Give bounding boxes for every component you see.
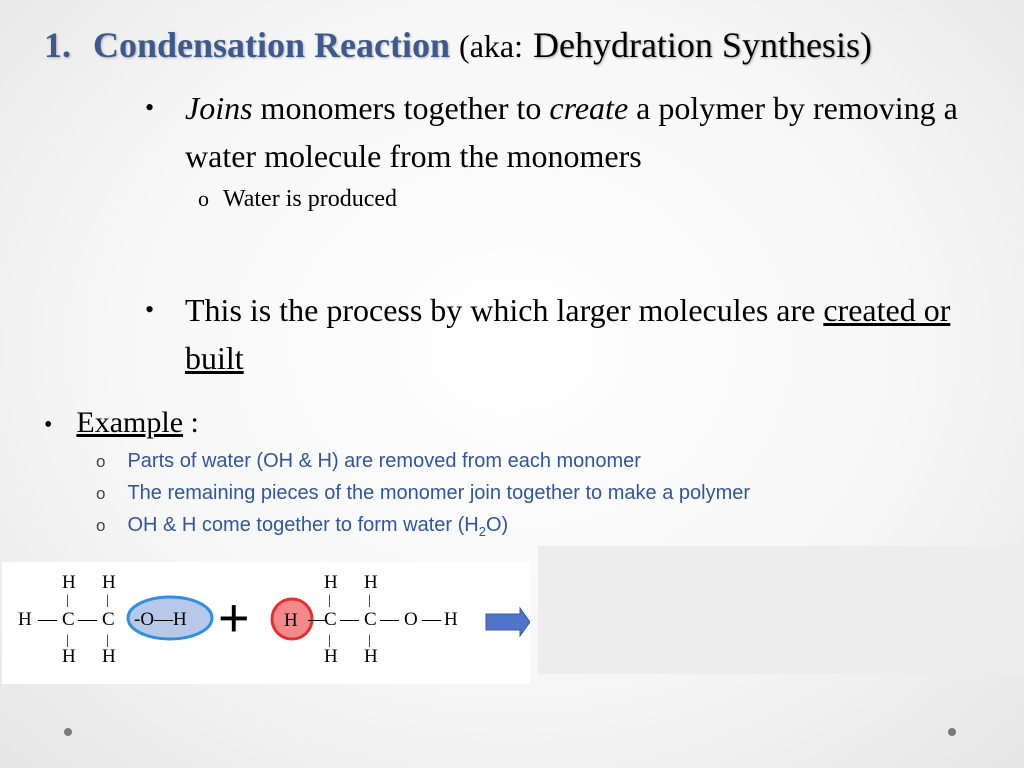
atom-h: H [364,572,378,593]
bond-v: | [368,593,371,608]
bullet1-text2: a polymer by removing a water molecule from the monomers [185,90,958,174]
monomer-2 [307,572,458,667]
image-placeholder-box [538,546,1024,674]
bond-h: — [38,609,57,630]
title-aka: (aka: [459,28,523,64]
slide-title [44,24,872,66]
create-word: create [549,90,629,126]
example-item-text: Parts of water (OH & H) are removed from each monomer [127,450,641,472]
subscript-2: 2 [478,524,486,539]
bond-v: | [106,593,109,608]
example-marker: o [96,452,106,471]
bullet1-text1: monomers together to [252,90,550,126]
oh-group: -O—H [134,609,187,630]
bullet-process [145,286,995,382]
bond-v: | [368,633,371,648]
bond-v: | [66,593,69,608]
sub-marker: o [198,186,209,211]
bond-v: | [328,593,331,608]
bullet-glyph: • [145,93,155,122]
decor-dot-left [64,728,72,736]
title-number: 1. [44,25,71,65]
bond-v: | [328,633,331,648]
atom-c: C [324,609,337,630]
example-item-text: The remaining pieces of the monomer join together to make a polymer [127,482,751,504]
example-marker: o [96,484,106,503]
example-colon: : [183,406,199,439]
bond-h: — [422,609,441,630]
bond-h: — [380,609,399,630]
bond-h: — [78,609,97,630]
bond-v: | [66,633,69,648]
joins-word: Joins [185,90,253,126]
example-marker: o [96,516,106,535]
atom-c: C [364,609,377,630]
sub-bullet-water [198,186,397,213]
example-item-text: OH & H come together to form water (H [127,514,479,536]
monomer-1 [18,572,116,667]
atom-h: H [62,572,76,593]
bond-h: — [340,609,359,630]
bullet-glyph: • [44,412,53,438]
atom-h: H [324,646,338,667]
reaction-diagram [2,562,530,684]
example-heading [44,406,199,440]
bond-v: | [106,633,109,648]
bullet-joins [145,84,985,180]
title-dehydration: Dehydration Synthesis) [532,25,872,65]
reaction-svg [2,562,530,684]
atom-h: H [324,572,338,593]
example-label: Example [76,406,184,439]
title-main: Condensation Reaction [93,25,451,65]
atom-h: H [102,572,116,593]
example-item-end: O) [485,514,509,536]
right-arrow-icon [486,608,530,636]
atom-h: H [444,609,458,630]
plus-sign: + [218,588,250,648]
atom-h: H [284,610,298,631]
atom-o: O [404,609,418,630]
atom-h: H [18,609,32,630]
example-item-1 [96,450,641,473]
decor-dot-right [948,728,956,736]
atom-h: H [102,646,116,667]
bullet2-underlined: created or built [185,292,951,376]
atom-h: H [62,646,76,667]
atom-h: H [364,646,378,667]
bullet2-text: This is the process by which larger molecules are [185,292,824,328]
bullet-glyph: • [145,295,155,324]
atom-c: C [62,609,75,630]
water-produced-text: Water is produced [223,186,397,212]
atom-c: C [102,609,115,630]
example-item-2 [96,482,750,505]
example-item-3 [96,514,508,539]
bond-h: — [308,609,327,630]
